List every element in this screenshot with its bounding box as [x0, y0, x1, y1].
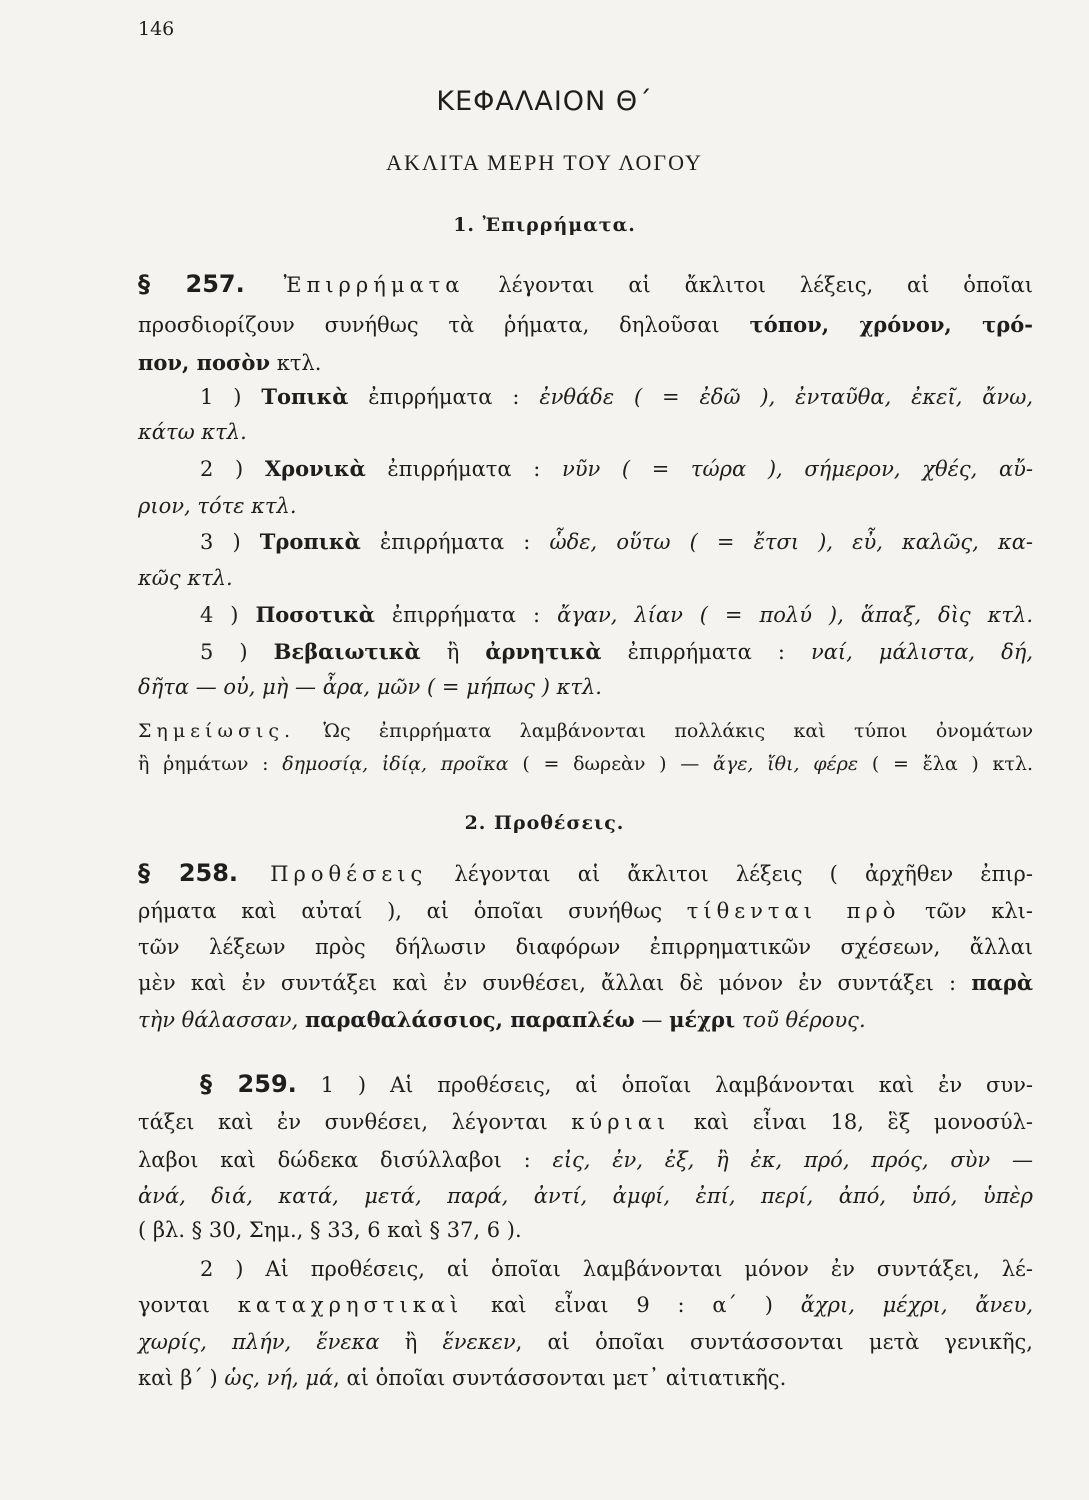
- text-line: 1 ) Τοπικὰ ἐπιρρήματα : ἐνθάδε ( = ἐδῶ ), ἐνταῦθα, ἐκεῖ, ἄνω,: [200, 384, 1033, 409]
- page-number: 146: [138, 18, 175, 40]
- text-line: χωρίς, πλήν, ἕνεκα ἢ ἕνεκεν, αἱ ὁποῖαι συντάσσονται μετὰ γενικῆς,: [138, 1330, 1033, 1354]
- text-line: προσδιορίζουν συνήθως τὰ ῥήματα, δηλοῦσαι τόπον, χρόνον, τρό-: [138, 312, 1033, 337]
- text-line: ( βλ. § 30, Σημ., § 33, 6 καὶ § 37, 6 ).: [138, 1218, 522, 1242]
- paragraph-number: § 257.: [138, 270, 245, 298]
- text-line: 5 ) Βεβαιωτικὰ ἢ ἀρνητικὰ ἐπιρρήματα : ναί, μάλιστα, δή,: [200, 639, 1034, 664]
- text-line: τὴν θάλασσαν, παραθαλάσσιος, παραπλέω — μέχρι τοῦ θέρους.: [138, 1007, 866, 1032]
- chapter-subtitle: ΑΚΛΙΤΑ ΜΕΡΗ ΤΟΥ ΛΟΓΟΥ: [386, 150, 703, 175]
- text-line: § 258. Προθέσεις λέγονται αἱ ἄκλιτοι λέξεις ( ἀρχῆθεν ἐπιρ-: [138, 859, 1034, 887]
- text-line: κῶς κτλ.: [138, 566, 233, 590]
- text-line: ριον, τότε κτλ.: [138, 494, 297, 518]
- section-title-prepositions: 2. Προθέσεις.: [464, 812, 625, 834]
- paragraph-number: § 258.: [138, 859, 239, 887]
- text-line: ἀνά, διά, κατά, μετά, παρά, ἀντί, ἀμφί, ἐπί, περί, ἀπό, ὑπό, ὑπὲρ: [138, 1184, 1033, 1208]
- chapter-title: ΚΕΦΑΛΑΙΟΝ Θ΄: [436, 86, 653, 117]
- paragraph-number: § 259.: [200, 1070, 297, 1098]
- text-line: μὲν καὶ ἐν συντάξει καὶ ἐν συνθέσει, ἄλλαι δὲ μόνον ἐν συντάξει : παρὰ: [138, 970, 1033, 995]
- text-line: γονται καταχρηστικαὶ καὶ εἶναι 9 : α΄ ) ἄχρι, μέχρι, ἄνευ,: [138, 1293, 1033, 1317]
- text-line: 2 ) Αἱ προθέσεις, αἱ ὁποῖαι λαμβάνονται μόνον ἐν συντάξει, λέ-: [200, 1257, 1033, 1281]
- note-line: ἢ ῥημάτων : δημοσίᾳ, ἰδίᾳ, προῖκα ( = δωρεὰν ) — ἄγε, ἴθι, φέρε ( = ἔλα ) κτλ.: [138, 753, 1033, 775]
- text-line: τάξει καὶ ἐν συνθέσει, λέγονται κύριαι καὶ εἶναι 18, ἓξ μονοσύλ-: [138, 1110, 1034, 1134]
- text-line: 2 ) Χρονικὰ ἐπιρρήματα : νῦν ( = τώρα ), σήμερον, χθές, αὔ-: [200, 456, 1033, 481]
- text-line: καὶ β΄ ) ὡς, νή, μά, αἱ ὁποῖαι συντάσσονται μετ᾽ αἰτιατικῆς.: [138, 1366, 787, 1390]
- note-line: Σημείωσις. Ὡς ἐπιρρήματα λαμβάνονται πολλάκις καὶ τύποι ὀνομάτων: [138, 720, 1033, 742]
- text-line: § 259. 1 ) Αἱ προθέσεις, αἱ ὁποῖαι λαμβάνονται καὶ ἐν συν-: [200, 1070, 1034, 1098]
- section-title-adverbs: 1. Ἐπιρρήματα.: [453, 214, 636, 236]
- text-line: § 257. Ἐπιρρήματα λέγονται αἱ ἄκλιτοι λέξεις, αἱ ὁποῖαι: [138, 270, 1033, 298]
- text-line: λαβοι καὶ δώδεκα δισύλλαβοι : εἰς, ἐν, ἐξ, ἢ ἐκ, πρό, πρός, σὺν —: [138, 1148, 1033, 1172]
- text-line: 4 ) Ποσοτικὰ ἐπιρρήματα : ἄγαν, λίαν ( = πολύ ), ἅπαξ, δὶς κτλ.: [200, 602, 1034, 627]
- text-line: ρήματα καὶ αὐταί ), αἱ ὁποῖαι συνήθως τίθενται πρὸ τῶν κλι-: [138, 899, 1033, 923]
- text-line: δῆτα — οὐ, μὴ — ἆρα, μῶν ( = μήπως ) κτλ.: [138, 675, 602, 699]
- text-line: κάτω κτλ.: [138, 420, 247, 444]
- text-line: πον, ποσὸν κτλ.: [138, 350, 322, 375]
- text-line: τῶν λέξεων πρὸς δήλωσιν διαφόρων ἐπιρρηματικῶν σχέσεων, ἄλλαι: [138, 935, 1033, 959]
- text-line: 3 ) Τροπικὰ ἐπιρρήματα : ὧδε, οὕτω ( = ἔτσι ), εὖ, καλῶς, κα-: [200, 529, 1033, 554]
